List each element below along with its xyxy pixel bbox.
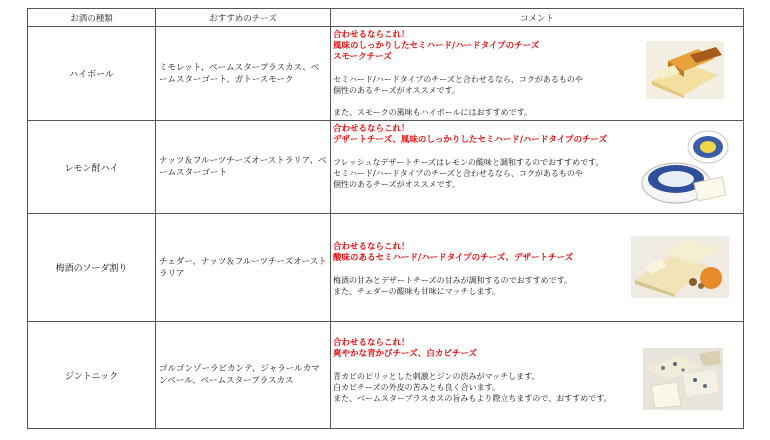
- cheese-photo-smoked: [646, 41, 724, 99]
- comment-line: セミハード/ハードタイプのチーズと合わせるなら、コクがあるものや: [333, 169, 583, 178]
- cheese-cell: ミモレット、ベームスタープラスカス、ベームスターゴート、ガトースモーク: [156, 27, 331, 121]
- comment-line: 青カビのピリッとした刺激とジンの渋みがマッチします。: [333, 372, 540, 381]
- drink-cell: ジントニック: [28, 322, 156, 429]
- recommend-line: スモークチーズ: [333, 52, 392, 62]
- recommend-line: 風味のしっかりしたセミハード/ハードタイプのチーズ: [333, 41, 540, 51]
- recommend-heading: 合わせるならこれ！: [333, 30, 410, 40]
- drink-cell: ハイボール: [28, 27, 156, 121]
- header-cheese: おすすめのチーズ: [156, 9, 331, 27]
- comment-line: フレッシュなデザートチーズはレモンの酸味と調和するのでおすすめです。: [333, 158, 604, 167]
- comment-cell: [331, 27, 744, 121]
- recommend-line: 酸味のあるセミハード/ハードタイプのチーズ、デザートチーズ: [333, 252, 574, 263]
- comment-line: 個性のあるチーズがオススメです。: [333, 180, 460, 189]
- table-row: [28, 322, 744, 429]
- pairing-table: [27, 8, 744, 429]
- drink-cell: レモン酎ハイ: [28, 121, 156, 214]
- comment-line: また、ベームスタープラスカスの旨みもより際立ちますので、おすすめです。: [333, 394, 612, 403]
- table-row: [28, 214, 744, 322]
- header-row: [28, 9, 744, 27]
- cheese-cell: ナッツ＆フルーツチーズオーストラリア、ベームスターゴート: [156, 121, 331, 214]
- recommend-heading: 合わせるならこれ！: [333, 338, 410, 348]
- comment-line: 白カビチーズの外皮の苦みとも良く合います。: [333, 383, 500, 392]
- comment-line: また、スモークの風味もハイボールにはおすすめです。: [333, 108, 532, 117]
- cheese-photo-cheddar: [631, 236, 729, 298]
- recommend-heading: 合わせるならこれ！: [333, 241, 410, 252]
- header-comment: コメント: [331, 9, 744, 27]
- comment-line: 梅酒の甘みとデザートチーズの甘みが調和するのでおすすめです。: [333, 275, 573, 285]
- recommend-line: デザートチーズ、風味のしっかりしたセミハード/ハードタイプのチーズ: [333, 135, 608, 145]
- cheese-photo-dessert: [636, 127, 732, 207]
- table-row: [28, 121, 744, 214]
- recommend-heading: 合わせるならこれ！: [333, 124, 410, 134]
- cheese-cell: チェダー、ナッツ＆フルーツチーズオーストラリア: [156, 214, 331, 322]
- cheese-photo-blue: [643, 348, 723, 410]
- comment-line: セミハード/ハードタイプのチーズと合わせるなら、コクがあるものや: [333, 75, 583, 84]
- header-drink: お酒の種類: [28, 9, 156, 27]
- table-row: [28, 27, 744, 121]
- comment-line: 個性のあるチーズがオススメです。: [333, 86, 460, 95]
- drink-cell: 梅酒のソーダ割り: [28, 214, 156, 322]
- recommend-line: 爽やかな青かびチーズ、白カビチーズ: [333, 349, 477, 359]
- comment-cell: [331, 322, 744, 429]
- comment-line: また、チェダーの酸味も甘味にマッチします。: [333, 286, 500, 296]
- comment-cell: [331, 121, 744, 214]
- cheese-cell: ゴルゴンゾーラピカンテ、ジャラールカマンベール、ベームスタープラスカス: [156, 322, 331, 429]
- comment-cell: [331, 214, 744, 322]
